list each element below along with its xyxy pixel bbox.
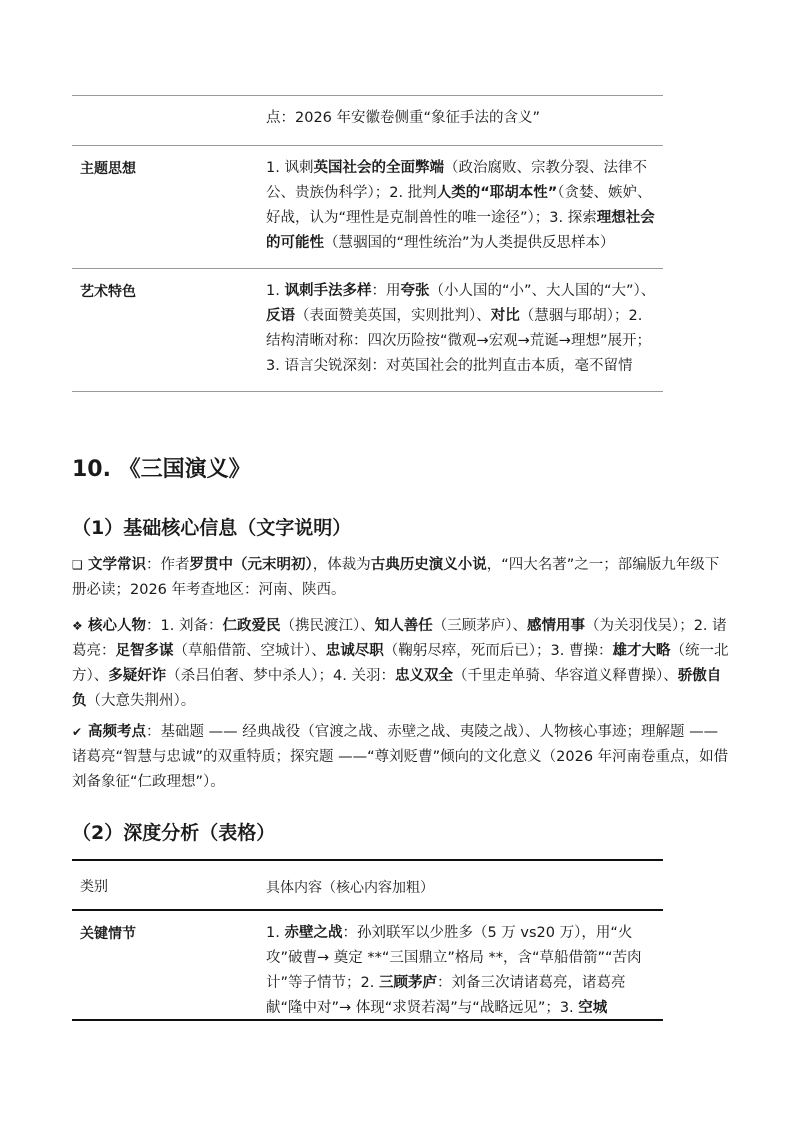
- table-row-art: [72, 269, 663, 392]
- bold-text: 罗贯中（元末明初）: [189, 557, 313, 573]
- text: （贪婪、嫉妒、好战，认为“理性是克制兽性的唯一途径”）；3. 探索: [266, 185, 652, 226]
- text: （政治腐败、宗教分裂、法律不公、贵族伪科学）；2. 批判: [266, 160, 647, 201]
- bold-text: 忠义双全: [394, 668, 453, 684]
- text: （慧骃与耶胡）；2. 结构清晰对称：四次历险按“微观→宏观→荒诞→理想”展开；3. 语言尖锐深刻：对英国社会的批判直击本质，毫不留情: [266, 308, 651, 374]
- bold-text: 高频考点: [88, 724, 146, 740]
- bold-text: 多疑奸诈: [108, 668, 167, 684]
- bold-text: 赤壁之战: [284, 925, 343, 941]
- paragraph-text: [72, 557, 719, 598]
- text: （小人国的“小”、大人国的“大”）、: [429, 283, 656, 299]
- bold-text: 英国社会的全面弊端: [313, 160, 444, 176]
- bold-text: 感情用事: [526, 618, 585, 634]
- text: ：用: [371, 283, 401, 299]
- bold-text: 核心人物: [88, 618, 146, 634]
- bold-text: 仁政爱民: [222, 618, 281, 634]
- section-title: 10. 《三国演义》: [72, 457, 251, 482]
- text: ：孙刘联军以少胜多（5 万 vs20 万），用“火攻”破曹→ 奠定 **“三国鼎立”格局 **，含“草船借箭”“苦肉计”等子情节；2.: [266, 925, 642, 991]
- text: ，“四大名著”之一；部编版九年级下册必读；2026 年考查地区：河南、陕西。: [72, 557, 720, 598]
- text: ，体裁为: [312, 557, 371, 573]
- text: 1.: [266, 283, 285, 299]
- checkmark-bullet-icon: ✔: [72, 725, 83, 739]
- subsection-title-analysis: （2）深度分析（表格）: [72, 822, 276, 844]
- bold-text: 理想社会的可能性: [266, 210, 655, 251]
- bold-text: 古典历史演义小说: [370, 557, 487, 573]
- bold-text: 雄才大略: [612, 643, 671, 659]
- text: 1. 讽刺: [266, 160, 314, 176]
- bold-text: 足智多谋: [115, 643, 174, 659]
- table-themes-continued: [72, 95, 663, 392]
- row-content-theme: [266, 146, 656, 268]
- bold-text: 讽刺手法多样: [284, 283, 372, 299]
- diamond-bullet-icon: ❖: [72, 619, 83, 633]
- row-label-key-plots: 关键情节: [80, 926, 136, 942]
- paragraph-text: [72, 724, 728, 790]
- row-label: [72, 96, 266, 145]
- text: ：基础题 —— 经典战役（官渡之战、赤壁之战、夷陵之战）、人物核心事迹；理解题 —— 诸葛亮“智慧与忠诚”的双重特质；探究题 ——“尊刘贬曹”倾向的文化意义（2026 年河南卷重点，如借刘备象征“仁政理想”）。: [72, 724, 729, 790]
- text: ：作者: [146, 557, 190, 573]
- bold-text: 忠诚尽职: [325, 643, 384, 659]
- bold-text: 夸张: [400, 283, 430, 299]
- paragraph-exam-points: [72, 720, 732, 795]
- square-bullet-icon: ❑: [72, 558, 83, 572]
- bold-text: 空城: [578, 1000, 608, 1016]
- text: ：1. 刘备：: [146, 618, 223, 634]
- text: （千里走单骑、华容道义释曹操）、: [452, 668, 678, 684]
- text: ：刘备三次请诸葛亮，诸葛亮献“隆中对”→ 体现“求贤若渴”与“战略远见”；3.: [266, 975, 626, 1016]
- text: （统一北方）、: [72, 643, 729, 684]
- bold-text: 知人善任: [374, 618, 433, 634]
- text: （三顾茅庐）、: [432, 618, 527, 634]
- row-label-theme: 主题思想: [80, 161, 136, 177]
- text: （携民渡江）、: [280, 618, 375, 634]
- row-content: 点：2026 年安徽卷侧重“象征手法的含义”: [266, 110, 541, 126]
- paragraph-text: [72, 618, 728, 709]
- text: （杀吕伯奢、梦中杀人）；4. 关羽：: [166, 668, 395, 684]
- text: （草船借箭、空城计）、: [173, 643, 326, 659]
- bold-text: 文学常识: [88, 557, 146, 573]
- column-header-category: 类别: [80, 879, 108, 895]
- bold-text: 对比: [490, 308, 520, 324]
- row-content-key-plots: [266, 911, 651, 1019]
- paragraph-literary-knowledge: [72, 553, 732, 603]
- table-row-theme: [72, 146, 663, 269]
- text: 1.: [266, 925, 285, 941]
- text: （为关羽伐吴）；2. 诸葛亮：: [72, 618, 727, 659]
- bold-text: 人类的“耶胡本性”: [436, 185, 558, 201]
- subsection-title-basic: （1）基础核心信息（文字说明）: [72, 517, 352, 539]
- text: （慧骃国的“理性统治”为人类提供反思样本）: [324, 235, 615, 251]
- text: （大意失荆州）。: [86, 693, 196, 709]
- text: （鞠躬尽瘁，死而后已）；3. 曹操：: [383, 643, 613, 659]
- table-header-row: [72, 861, 663, 911]
- table-row: [72, 96, 663, 146]
- column-header-content: 具体内容（核心内容加粗）: [266, 880, 434, 896]
- bold-text: 反语: [266, 308, 295, 324]
- paragraph-core-characters: [72, 614, 732, 714]
- row-content-art: [266, 269, 656, 391]
- table-row-key-plots: [72, 911, 663, 1021]
- text: （表面赞美英国，实则批判）、: [295, 308, 491, 324]
- bold-text: 三顾茅庐: [378, 975, 437, 991]
- row-label-art: 艺术特色: [80, 284, 136, 300]
- table-analysis: [72, 859, 663, 1021]
- bold-text: 骄傲自负: [72, 668, 722, 709]
